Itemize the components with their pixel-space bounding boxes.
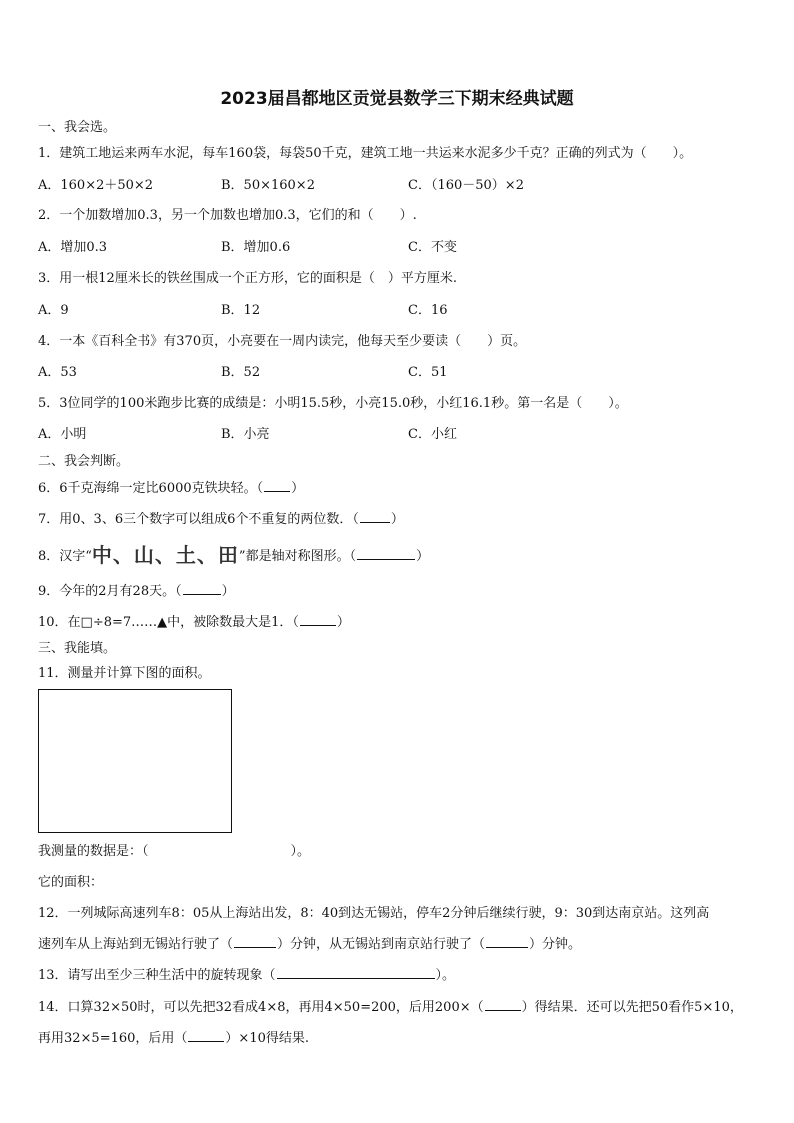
question-7-text: 7．用0、3、6三个数字可以组成6个不重复的两位数．（ <box>38 512 359 527</box>
question-12-text-c: ）分钟。 <box>529 937 582 952</box>
measurement-label: 我测量的数据是：（ <box>38 844 149 859</box>
question-7 <box>38 510 404 529</box>
question-10 <box>38 613 350 632</box>
answer-blank[interactable] <box>486 935 528 948</box>
option-c[interactable]: C．51 <box>408 365 448 380</box>
answer-blank[interactable] <box>300 613 336 626</box>
question-6-text: 6．6千克海绵一定比6000克铁块轻。（ <box>38 481 264 496</box>
option-a[interactable]: A．9 <box>38 303 69 318</box>
question-8-mid: ”都是轴对称图形。（ <box>238 549 357 564</box>
question-13 <box>38 966 455 985</box>
question-8-close: ） <box>416 549 430 564</box>
question-2: 2．一个加数增加0.3，另一个加数也增加0.3，它们的和（ ）. <box>38 208 417 223</box>
section-heading-judge: 二、我会判断。 <box>38 454 130 469</box>
answer-blank[interactable] <box>183 582 221 595</box>
question-10-close: ） <box>336 615 350 630</box>
question-12-line-1: 12．一列城际高速列车8：05从上海站出发，8：40到达无锡站，停车2分钟后继续行驶，9：30到达南京站。这列高 <box>38 906 710 921</box>
option-a[interactable]: A．增加0.3 <box>38 240 108 255</box>
question-12-text-a: 速列车从上海站到无锡站行驶了（ <box>38 937 234 952</box>
question-1: 1．建筑工地运来两车水泥，每车160袋，每袋50千克，建筑工地一共运来水泥多少千克？正确的列式为（ ）。 <box>38 146 693 161</box>
question-9-close: ） <box>221 584 235 599</box>
answer-blank[interactable] <box>360 510 390 523</box>
question-14-text-b: ）得结果．还可以先把50看作5×10， <box>521 1000 743 1015</box>
question-12-line-2 <box>38 935 581 954</box>
option-c[interactable]: C．小红 <box>408 427 457 442</box>
question-14-text-c: 再用32×5=160，后用（ <box>38 1031 188 1046</box>
chinese-characters: 中、山、土、田 <box>91 543 239 567</box>
question-10-text: 10．在□÷8=7……▲中，被除数最大是1．（ <box>38 615 299 630</box>
section-heading-fill: 三、我能填。 <box>38 641 117 656</box>
answer-blank[interactable] <box>188 1029 224 1042</box>
question-9-text: 9．今年的2月有28天。（ <box>38 584 182 599</box>
option-a[interactable]: A．53 <box>38 365 77 380</box>
question-6-close: ） <box>291 481 305 496</box>
answer-blank[interactable] <box>485 998 521 1011</box>
question-4: 4．一本《百科全书》有370页，小亮要在一周内读完，他每天至少要读（ ）页。 <box>38 334 527 349</box>
question-7-close: ） <box>390 512 404 527</box>
rectangle-figure <box>38 689 232 833</box>
question-14-line-1 <box>38 998 743 1017</box>
answer-blank[interactable] <box>277 966 435 979</box>
question-9 <box>38 582 235 601</box>
option-a[interactable]: A．160×2＋50×2 <box>38 178 154 193</box>
option-b[interactable]: B．小亮 <box>221 427 270 442</box>
option-b[interactable]: B．增加0.6 <box>221 240 291 255</box>
question-13-close: ）。 <box>435 968 456 983</box>
page-title: 2023届昌都地区贡觉县数学三下期末经典试题 <box>220 89 574 109</box>
option-b[interactable]: B．50×160×2 <box>221 178 315 193</box>
question-14-text-d: ）×10得结果. <box>225 1031 309 1046</box>
option-c[interactable]: C．不变 <box>408 240 457 255</box>
answer-blank[interactable] <box>264 479 290 492</box>
section-heading-choice: 一、我会选。 <box>38 120 117 135</box>
question-14-text-a: 14．口算32×50时，可以先把32看成4×8，再用4×50=200，后用200×（ <box>38 1000 484 1015</box>
question-5: 5．3位同学的100米跑步比赛的成绩是：小明15.5秒，小亮15.0秒，小红16.1秒。第一名是（ ）。 <box>38 396 628 411</box>
question-12-text-b: ）分钟，从无锡站到南京站行驶了（ <box>277 937 486 952</box>
option-a[interactable]: A．小明 <box>38 427 87 442</box>
area-label: 它的面积： <box>38 875 104 890</box>
question-8 <box>38 544 429 568</box>
question-8-text: 8．汉字“ <box>38 549 92 564</box>
question-14-line-2 <box>38 1029 309 1048</box>
option-b[interactable]: B．52 <box>221 365 261 380</box>
option-c[interactable]: C．（160－50）×2 <box>408 178 524 193</box>
measurement-close: ）。 <box>290 844 311 859</box>
option-b[interactable]: B．12 <box>221 303 261 318</box>
question-3: 3．用一根12厘米长的铁丝围成一个正方形，它的面积是（ ）平方厘米. <box>38 271 457 286</box>
answer-blank[interactable] <box>357 547 415 560</box>
question-11: 11．测量并计算下图的面积。 <box>38 666 211 681</box>
question-6 <box>38 479 304 498</box>
option-c[interactable]: C．16 <box>408 303 448 318</box>
measurement-line <box>38 843 310 861</box>
answer-blank[interactable] <box>234 935 276 948</box>
question-13-text: 13．请写出至少三种生活中的旋转现象（ <box>38 968 276 983</box>
